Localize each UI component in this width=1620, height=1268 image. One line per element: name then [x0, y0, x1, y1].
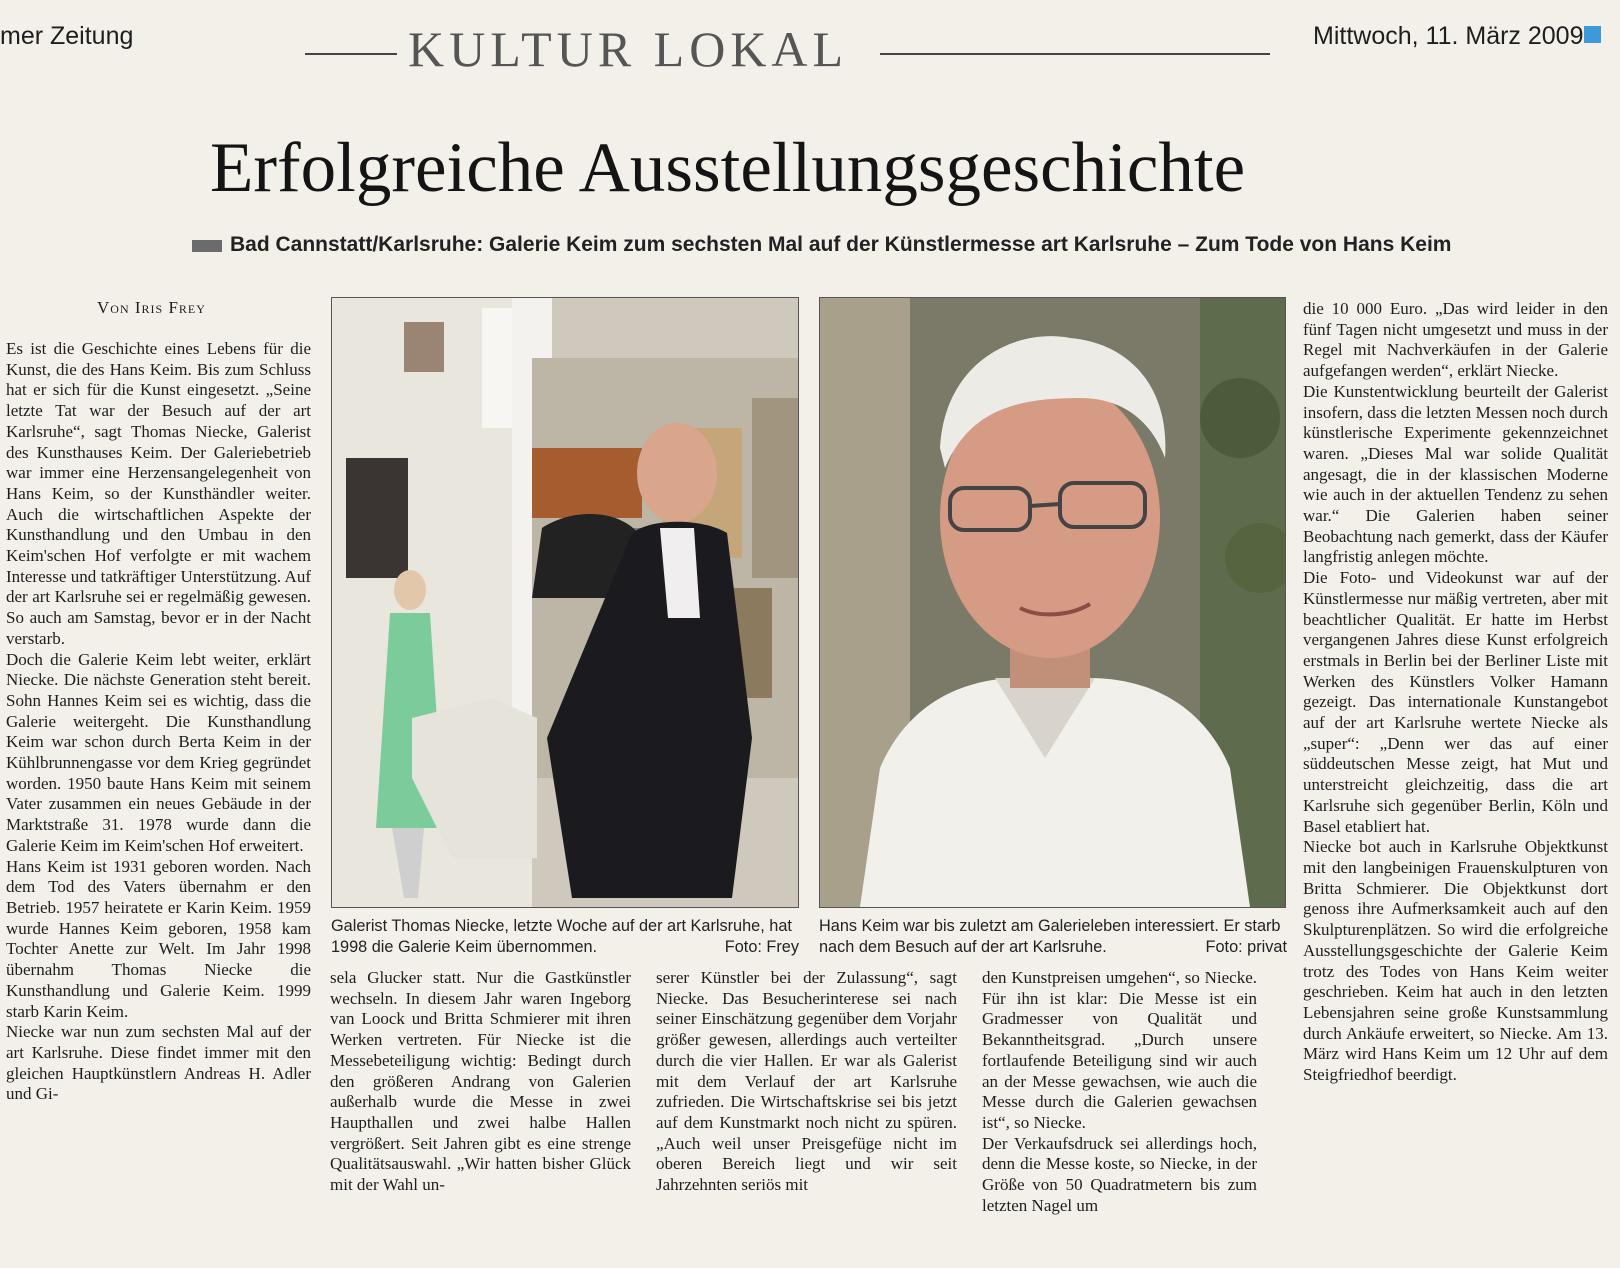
article-column-3 [656, 968, 957, 1258]
paragraph: Die Kunstentwicklung beurteilt der Galerist insofern, dass die letzten Messen noch durch künstlerische Experimente gekennzeichnet waren. „Dieses Mal war solide Qualität angesagt, die in der klassischen Moderne wie auch in der aktuellen Tendenz zu sehen war.“ Die Galerien haben seiner Beobachtung nach gemerkt, dass der Käufer langfristig anlegen möchte. [1303, 381, 1608, 567]
photo-portrait-illustration [820, 298, 1285, 907]
newspaper-name: mer Zeitung [0, 22, 134, 50]
photo-hans-keim [819, 297, 1286, 908]
header-rule-right [880, 53, 1270, 55]
paragraph: Es ist die Geschichte eines Lebens für die Kunst, die des Hans Keim. Bis zum Schluss hat er sich für die Kunst eingesetzt. „Seine letzte Tat war der Besuch auf der art Karlsruhe“, sagt Thomas Niecke, Galerist des Kunsthauses Keim. Der Galeriebetrieb war immer eine Herzensangelegenheit von Hans Keim, so der Kunsthändler weiter. Auch die wirtschaftlichen Aspekte der Kunsthandlung und den Umbau in den Keim'schen Hof verfolgte er mit wachem Interesse und tatkräftiger Unterstützung. Auf der art Karlsruhe sei er regelmäßig gewesen. So auch am Samstag, bevor er in der Nacht verstarb. [6, 339, 311, 648]
header-rule-left [305, 53, 397, 55]
photo-caption-1 [331, 916, 799, 958]
paragraph: die 10 000 Euro. „Das wird leider in den fünf Tagen nicht umgesetzt und muss in der Regel mit Nachverkäufen in der Galerie aufgefangen werden“, erklärt Niecke. [1303, 299, 1608, 381]
photo-credit: Foto: privat [1205, 938, 1287, 956]
paragraph: Die Foto- und Videokunst war auf der Künstlermesse nur mäßig vertreten, aber mit beachtlicher Qualität. Er hatte im Herbst vergangenen Jahres diese Kunst erfolgreich erstmals in Berlin bei der Berliner Liste mit Werken des Künstlers Volker Hamann gezeigt. Das internationale Kunstangebot auf der art Karlsruhe wertete Niecke als „super“: „Denn wer das auf einer süddeutschen Messe zeigt, hat Mut und unterstreicht gleichzeitig, dass die art Karlsruhe sich gegenüber Berlin, Köln und Basel etabliert hat. [1303, 568, 1608, 836]
photo-credit: Foto: Frey [724, 938, 799, 956]
paragraph: sela Glucker statt. Nur die Gastkünstler wechseln. In diesem Jahr waren Ingeborg van Loock und Britta Schmierer mit ihren Werken vertreten. Für Niecke ist die Messebeteiligung wichtig: Bedingt durch den größeren Andrang von Galerien außerhalb wurde die Messe in zwei Haupthallen und zwei halbe Hallen vergrößert. Seit Jahren gibt es eine strenge Qualitätsauswahl. „Wir hatten bisher Glück mit der Wahl un- [330, 968, 631, 1195]
paragraph: den Kunstpreisen umgehen“, so Niecke. Für ihn ist klar: Die Messe ist ein Gradmesser von Qualität und Bekanntheitsgrad. „Durch unsere fortlaufende Beteiligung sind wir auch an der Messe gewachsen, wie auch die Messe durch die Galerien gewachsen ist“, so Niecke. [982, 968, 1257, 1132]
byline: Von Iris Frey [97, 298, 206, 317]
article-column-5 [1303, 299, 1608, 1259]
issue-date: Mittwoch, 11. März 2009 [1313, 22, 1584, 50]
article-column-4 [982, 968, 1257, 1258]
header-color-square [1584, 26, 1601, 43]
caption-text: Galerist Thomas Niecke, letzte Woche auf der art Karlsruhe, hat 1998 die Galerie Keim übernommen. [331, 917, 792, 956]
photo-caption-2 [819, 916, 1287, 958]
headline: Erfolgreiche Ausstellungsgeschichte [210, 129, 1246, 207]
paragraph: Niecke bot auch in Karlsruhe Objektkunst mit den langbeinigen Frauenskulpturen von Britta Schmierer. Die Objektkunst dort genoss ihre Aufmerksamkeit auch auf den Skulpturenplätzen. So wird die erfolgreiche Ausstellungsgeschichte der Galerie Keim trotz des Todes von Hans Keim weiter geschrieben. Keim hat auch in den letzten Lebensjahren seine große Kunstsammlung durch Ankäufe erweitert, so Niecke. Am 13. März wird Hans Keim um 12 Uhr auf dem Steigfriedhof beerdigt. [1303, 837, 1608, 1085]
photo-gallerist-illustration [332, 298, 798, 907]
caption-text: Hans Keim war bis zuletzt am Galerieleben interessiert. Er starb nach dem Besuch auf der art Karlsruhe. [819, 917, 1281, 956]
paragraph: Der Verkaufsdruck sei allerdings hoch, denn die Messe koste, so Niecke, in der Größe von 50 Quadratmetern bis zum letzten Nagel um [982, 1133, 1257, 1215]
paragraph: Niecke war nun zum sechsten Mal auf der art Karlsruhe. Diese findet immer mit den gleichen Hauptkünstlern Andreas H. Adler und Gi- [6, 1022, 311, 1104]
section-title: KULTUR LOKAL [408, 21, 849, 77]
paragraph: Doch die Galerie Keim lebt weiter, erklärt Niecke. Die nächste Generation steht bereit. Sohn Hannes Keim sei es wichtig, dass die Galerie weitergeht. Die Kunsthandlung Keim war schon durch Berta Keim in der Kühlbrunnengasse vor dem Krieg gegründet worden. 1950 baute Hans Keim mit seinem Vater zusammen ein neues Gebäude in der Marktstraße 31. 1978 wurde dann die Galerie Keim im Keim'schen Hof erweitert. [6, 649, 311, 855]
article-column-1 [6, 339, 311, 1259]
paragraph: serer Künstler bei der Zulassung“, sagt Niecke. Das Besucherinterese sei nach seiner Einschätzung gegenüber dem Vorjahr größer gewesen, allerdings auch verteilter durch die vier Hallen. Er war als Galerist mit dem Verlauf der art Karlsruhe zufrieden. Die Wirtschaftskrise sei bis jetzt auf dem Kunstmarkt noch nicht zu spüren. „Auch weil unser Preisgefüge nicht im oberen Bereich liegt und wir seit Jahrzehnten seriös mit [656, 968, 957, 1195]
subheadline-marker [192, 240, 222, 252]
photo-gallerist-at-fair [331, 297, 799, 908]
subheadline: Bad Cannstatt/Karlsruhe: Galerie Keim zum sechsten Mal auf der Künstlermesse art Karlsruhe – Zum Tode von Hans Keim [230, 233, 1452, 256]
paragraph: Hans Keim ist 1931 geboren worden. Nach dem Tod des Vaters übernahm er den Betrieb. 1957 heiratete er Karin Keim. 1959 wurde Hannes Keim geboren, 1958 kam Tochter Anette zur Welt. Im Jahr 1998 übernahm Thomas Niecke die Kunsthandlung und Galerie Keim. 1999 starb Karin Keim. [6, 856, 311, 1021]
article-column-2 [330, 968, 631, 1258]
